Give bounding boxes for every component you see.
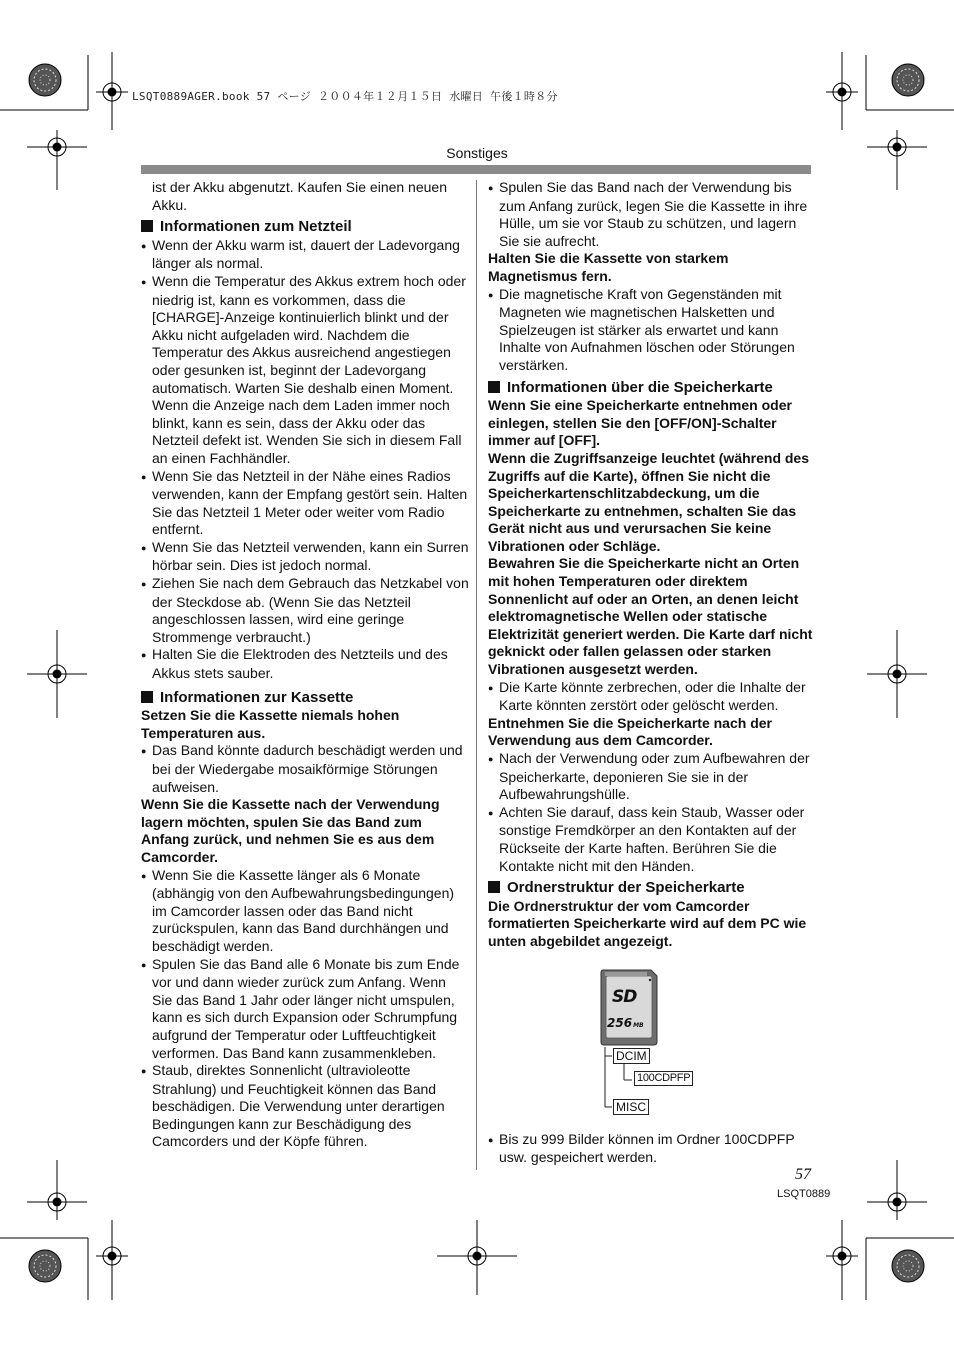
list-item: ● Staub, direktes Sonnenlicht (ultravioleotte Strahlung) und Feuchtigkeit können das Band beschädigen. Die Verwendung unter derartigen Bedingungen kann zur Beschädigung des Camcorders und der Köpfe führen. [141, 1062, 469, 1151]
column-divider [476, 180, 477, 1170]
crosshair-mark [27, 1160, 87, 1220]
page-number: 57 [795, 1166, 811, 1183]
dial-mark [29, 1250, 61, 1282]
crosshair-mark [867, 1160, 927, 1220]
folder-dcim: DCIM [613, 1048, 650, 1064]
list-item: ● Die Karte könnte zerbrechen, oder die Inhalte der Karte könnten zerstört oder gelöscht werden. [488, 679, 814, 715]
bold-note: Bewahren Sie die Speicherkarte nicht an Orten mit hohen Temperaturen oder direktem Sonnenlicht auf oder an Orten, an denen leicht elektromagnetische Wellen oder statische Elektrizität generiert werden. Die Karte darf nicht geknickt oder fallen gelassen oder starken Vibrationen ausgesetzt werden. [488, 555, 813, 678]
section-title: Sonstiges [446, 145, 508, 161]
list-item: ● Halten Sie die Elektroden des Netzteils und des Akkus stets sauber. [141, 646, 469, 682]
left-column [141, 179, 469, 1151]
folder-100cdpfp: 100CDPFP [634, 1071, 693, 1086]
bold-note: Wenn Sie die Kassette nach der Verwendung lagern möchten, spulen Sie das Band zum Anfang zurück, und nehmen Sie es aus dem Camcorder. [141, 796, 440, 865]
list-item: ● Spulen Sie das Band alle 6 Monate bis zum Ende vor und dann wieder zurück zum Anfang. Wenn Sie das Band 1 Jahr oder länger nicht umspulen, kann es sich durch Expansion oder Schrumpfung aufgrund der Temperatur oder Luftfeuchtigkeit verformen. Das Band kann zusammenkleben. [141, 956, 469, 1063]
folder-diagram [488, 961, 814, 1131]
right-column [488, 179, 814, 1167]
folder-misc: MISC [613, 1099, 649, 1115]
heading-kassette: Informationen zur Kassette [141, 689, 469, 707]
list-item: ● Die magnetische Kraft von Gegenständen mit Magneten wie magnetischen Halsketten und Spielzeugen ist stärker als erwartet und kann Inhalte von Aufnahmen löschen oder Störungen verstärken. [488, 286, 814, 375]
list-item: ● Wenn Sie die Kassette länger als 6 Monate (abhängig von den Aufbewahrungsbedingungen) im Camcorder lassen oder das Band nicht zurückspulen, kann das Band durchhängen und beschädigt werden. [141, 867, 469, 956]
crosshair-mark [437, 1220, 517, 1295]
list-item: ● Ziehen Sie nach dem Gebrauch das Netzkabel von der Steckdose ab. (Wenn Sie das Netzteil angeschlossen lassen, wird eine geringe Strommenge verbraucht.) [141, 575, 469, 646]
sd-logo: SD [612, 986, 637, 1007]
crosshair-mark [27, 630, 87, 718]
bold-note: Entnehmen Sie die Speicherkarte nach der Verwendung aus dem Camcorder. [488, 714, 772, 749]
intro-text: ist der Akku abgenutzt. Kaufen Sie einen neuen Akku. [152, 179, 447, 213]
dial-mark [29, 64, 61, 96]
header-rule [141, 165, 811, 174]
list-item: ● Wenn die Temperatur des Akkus extrem hoch oder niedrig ist, kann es vorkommen, dass die [CHARGE]-Anzeige kontinuierlich blinkt und der Akku nicht aufgeladen wird. Nachdem die Temperatur des Akkus ausreichend angestiegen oder gesunken ist, beginnt der Ladevorgang automatisch. Warten Sie deshalb einen Moment. Wenn die Anzeige nach dem Laden immer noch blinkt, kann es sein, dass der Akku oder das Netzteil defekt ist. Wenden Sie sich in diesem Fall an einen Fachhändler. [141, 273, 469, 468]
bold-note: Wenn die Zugriffsanzeige leuchtet (während des Zugriffs auf die Karte), öffnen Sie nicht die Speicherkartenschlitzabdeckung, um die Speicherkarte zu entnehmen, schalten Sie das Gerät nicht aus und verursachen Sie keine Vibrationen oder Schläge. [488, 449, 810, 554]
square-bullet-icon [141, 220, 153, 232]
bold-note: Wenn Sie eine Speicherkarte entnehmen oder einlegen, stellen Sie den [OFF/ON]-Schalter immer auf [OFF]. [488, 397, 792, 449]
square-bullet-icon [488, 381, 500, 393]
heading-speicherkarte: Informationen über die Speicherkarte [488, 379, 814, 397]
list-item: ● Achten Sie darauf, dass kein Staub, Wasser oder sonstige Fremdkörper an den Kontakten auf der Rückseite der Karte haften. Berühren Sie die Kontakte nicht mit den Händen. [488, 804, 814, 875]
card-capacity: 256MB [607, 1015, 644, 1030]
list-item: ● Bis zu 999 Bilder können im Ordner 100CDPFP usw. gespeichert werden. [488, 1131, 814, 1167]
heading-ordnerstruktur: Ordnerstruktur der Speicherkarte [488, 879, 814, 897]
crosshair-mark [826, 1220, 858, 1300]
square-bullet-icon [141, 691, 153, 703]
dial-mark [892, 1250, 924, 1282]
list-item: ● Nach der Verwendung oder zum Aufbewahren der Speicherkarte, deponieren Sie sie in der Aufbewahrungshülle. [488, 750, 814, 804]
list-item: ● Wenn Sie das Netzteil verwenden, kann ein Surren hörbar sein. Dies ist jedoch normal. [141, 539, 469, 575]
bold-note: Die Ordnerstruktur der vom Camcorder formatierten Speicherkarte wird auf dem PC wie unten abgebildet angezeigt. [488, 897, 807, 949]
bold-note: Setzen Sie die Kassette niemals hohen Temperaturen aus. [141, 707, 400, 741]
list-item: ● Das Band könnte dadurch beschädigt werden und bei der Wiedergabe mosaikförmige Störungen aufweisen. [141, 742, 469, 796]
crosshair-mark [826, 52, 858, 130]
crosshair-mark [867, 630, 927, 718]
heading-netzteil: Informationen zum Netzteil [141, 218, 469, 236]
square-bullet-icon [488, 881, 500, 893]
dial-mark [892, 64, 924, 96]
list-item: ● Wenn der Akku warm ist, dauert der Ladevorgang länger als normal. [141, 237, 469, 273]
print-header: LSQT0889AGER.book 57 ページ ２００４年１２月１５日 水曜日 午後１時８分 [132, 90, 558, 103]
crosshair-mark [96, 52, 128, 130]
bold-note: Halten Sie die Kassette von starkem Magnetismus fern. [488, 250, 729, 284]
list-item: ● Spulen Sie das Band nach der Verwendung bis zum Anfang zurück, legen Sie die Kassette in ihre Hülle, um sie vor Staub zu schützen, und lagern Sie sie aufrecht. [488, 179, 814, 250]
document-code: LSQT0889 [777, 1188, 831, 1200]
crosshair-mark [96, 1220, 128, 1300]
list-item: ● Wenn Sie das Netzteil in der Nähe eines Radios verwenden, kann der Empfang gestört sein. Halten Sie das Netzteil 1 Meter oder weiter vom Radio entfernt. [141, 468, 469, 539]
